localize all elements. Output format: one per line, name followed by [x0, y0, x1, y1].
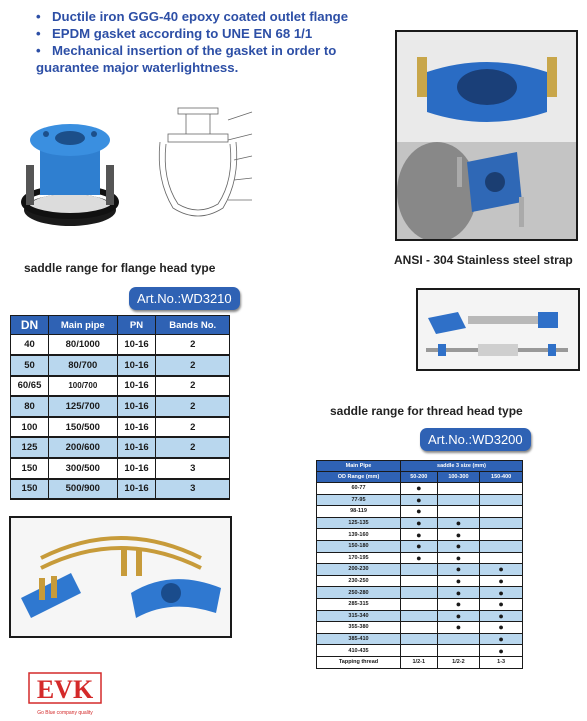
column-header: PN — [117, 316, 156, 335]
thread-range-table — [316, 460, 523, 669]
steel-strap-photo — [416, 288, 580, 371]
table-row — [317, 494, 523, 506]
feature-item-continuation: guarantee major waterlightness. — [36, 60, 239, 75]
column-header: 50-200 — [401, 472, 438, 483]
table-cell: 40 — [11, 335, 49, 356]
column-header: 100-300 — [437, 472, 480, 483]
availability-dot — [480, 483, 523, 495]
table-row — [317, 540, 523, 552]
table-row — [317, 506, 523, 518]
feature-item: • EPDM gasket according to UNE EN 68 1/1 — [36, 26, 313, 41]
availability-dot — [401, 645, 438, 657]
column-header: 150-400 — [480, 472, 523, 483]
availability-dot — [437, 494, 480, 506]
availability-dot — [401, 587, 438, 599]
availability-dot: ● — [437, 564, 480, 576]
availability-dot: ● — [480, 564, 523, 576]
table-cell: 10-16 — [117, 479, 156, 500]
column-header: saddle 3 size (mm) — [401, 461, 523, 472]
availability-dot: ● — [437, 587, 480, 599]
technical-drawing — [148, 100, 258, 230]
availability-dot: ● — [401, 483, 438, 495]
availability-dot — [401, 610, 438, 622]
table-cell: 100 — [11, 417, 49, 438]
table-row — [317, 552, 523, 564]
availability-dot — [480, 529, 523, 541]
table-row — [317, 529, 523, 541]
svg-text:EVK: EVK — [36, 675, 94, 704]
table-cell: 100/700 — [48, 376, 117, 397]
od-range-cell: 200-230 — [317, 564, 401, 576]
od-range-cell: 355-380 — [317, 622, 401, 634]
table-cell: 150/500 — [48, 417, 117, 438]
table-row — [317, 645, 523, 657]
table-row — [11, 396, 230, 417]
table-row — [317, 633, 523, 645]
availability-dot — [401, 633, 438, 645]
availability-dot: ● — [401, 517, 438, 529]
column-header: DN — [11, 316, 49, 335]
table-row — [11, 376, 230, 397]
table-row — [317, 622, 523, 634]
table-cell: 2 — [156, 437, 230, 458]
table-cell: 10-16 — [117, 396, 156, 417]
table-row — [317, 517, 523, 529]
table-cell: 10-16 — [117, 335, 156, 356]
evk-logo — [28, 672, 108, 721]
thread-range-caption: saddle range for thread head type — [330, 404, 523, 418]
table-cell: 50 — [11, 355, 49, 376]
availability-dot: ● — [401, 494, 438, 506]
availability-dot: ● — [437, 529, 480, 541]
table-cell: 10-16 — [117, 437, 156, 458]
table-cell: 2 — [156, 417, 230, 438]
table-cell: 150 — [11, 458, 49, 479]
availability-dot: ● — [480, 610, 523, 622]
table-cell: 10-16 — [117, 355, 156, 376]
strap-caption: ANSI - 304 Stainless steel strap — [394, 253, 573, 267]
table-row — [317, 575, 523, 587]
table-row — [317, 610, 523, 622]
saddle-bolts-photo — [395, 30, 578, 241]
artno-thread-badge: Art.No.:WD3200 — [420, 428, 531, 451]
svg-text:Go Blue company quality: Go Blue company quality — [37, 710, 93, 716]
flange-range-table — [10, 315, 230, 500]
table-cell: 300/500 — [48, 458, 117, 479]
availability-dot: ● — [480, 598, 523, 610]
availability-dot: ● — [437, 598, 480, 610]
od-range-cell: 385-410 — [317, 633, 401, 645]
column-header: Bands No. — [156, 316, 230, 335]
availability-dot: ● — [401, 529, 438, 541]
availability-dot: ● — [480, 633, 523, 645]
table-cell: 60/65 — [11, 376, 49, 397]
od-range-cell: 150-180 — [317, 540, 401, 552]
thread-saddle-photo — [9, 516, 232, 638]
flange-saddle-photo — [18, 110, 123, 235]
artno-flange-badge: Art.No.:WD3210 — [129, 287, 240, 310]
table-cell: 125 — [11, 437, 49, 458]
table-footer-row — [317, 656, 523, 668]
table-cell: 125/700 — [48, 396, 117, 417]
table-cell: 3 — [156, 458, 230, 479]
availability-dot: ● — [437, 517, 480, 529]
availability-dot — [437, 633, 480, 645]
availability-dot — [480, 552, 523, 564]
footer-cell: Tapping thread — [317, 656, 401, 668]
availability-dot — [401, 564, 438, 576]
feature-item: • Ductile iron GGG-40 epoxy coated outlet flange — [36, 9, 349, 24]
availability-dot — [480, 517, 523, 529]
availability-dot — [401, 622, 438, 634]
table-cell: 10-16 — [117, 458, 156, 479]
table-cell: 500/900 — [48, 479, 117, 500]
od-range-cell: 250-280 — [317, 587, 401, 599]
table-cell: 2 — [156, 335, 230, 356]
table-cell: 3 — [156, 479, 230, 500]
table-row — [11, 437, 230, 458]
od-range-cell: 230-250 — [317, 575, 401, 587]
availability-dot — [401, 575, 438, 587]
table-cell: 2 — [156, 396, 230, 417]
availability-dot — [437, 483, 480, 495]
availability-dot: ● — [437, 610, 480, 622]
table-row — [317, 483, 523, 495]
availability-dot: ● — [480, 645, 523, 657]
od-range-cell: 98-119 — [317, 506, 401, 518]
table-cell: 10-16 — [117, 376, 156, 397]
column-header: Main Pipe — [317, 461, 401, 472]
footer-cell: 1-3 — [480, 656, 523, 668]
availability-dot: ● — [480, 587, 523, 599]
table-cell: 80/700 — [48, 355, 117, 376]
availability-dot — [480, 506, 523, 518]
availability-dot: ● — [437, 540, 480, 552]
table-row — [317, 587, 523, 599]
availability-dot — [401, 598, 438, 610]
feature-item: • Mechanical insertion of the gasket in order to — [36, 43, 337, 58]
od-range-cell: 77-95 — [317, 494, 401, 506]
flange-range-caption: saddle range for flange head type — [24, 261, 216, 275]
availability-dot: ● — [480, 575, 523, 587]
availability-dot: ● — [437, 575, 480, 587]
table-row — [11, 335, 230, 356]
table-cell: 80 — [11, 396, 49, 417]
table-cell: 2 — [156, 355, 230, 376]
od-range-cell: 139-160 — [317, 529, 401, 541]
od-range-cell: 410-435 — [317, 645, 401, 657]
availability-dot: ● — [401, 506, 438, 518]
table-cell: 2 — [156, 376, 230, 397]
table-cell: 10-16 — [117, 417, 156, 438]
footer-cell: 1/2-1 — [401, 656, 438, 668]
availability-dot: ● — [401, 552, 438, 564]
table-cell: 150 — [11, 479, 49, 500]
table-cell: 200/600 — [48, 437, 117, 458]
availability-dot — [437, 506, 480, 518]
availability-dot — [437, 645, 480, 657]
table-row — [317, 598, 523, 610]
feature-list — [34, 8, 384, 76]
table-cell: 80/1000 — [48, 335, 117, 356]
table-row — [11, 417, 230, 438]
od-range-cell: 285-315 — [317, 598, 401, 610]
od-range-cell: 315-340 — [317, 610, 401, 622]
table-row — [11, 458, 230, 479]
table-row — [11, 355, 230, 376]
od-range-cell: 60-77 — [317, 483, 401, 495]
availability-dot: ● — [401, 540, 438, 552]
availability-dot: ● — [437, 622, 480, 634]
footer-cell: 1/2-2 — [437, 656, 480, 668]
column-header: Main pipe — [48, 316, 117, 335]
column-header: OD Range (mm) — [317, 472, 401, 483]
table-row — [11, 479, 230, 500]
table-row — [317, 564, 523, 576]
availability-dot: ● — [480, 622, 523, 634]
od-range-cell: 170-195 — [317, 552, 401, 564]
availability-dot — [480, 494, 523, 506]
availability-dot: ● — [437, 552, 480, 564]
od-range-cell: 125-135 — [317, 517, 401, 529]
availability-dot — [480, 540, 523, 552]
